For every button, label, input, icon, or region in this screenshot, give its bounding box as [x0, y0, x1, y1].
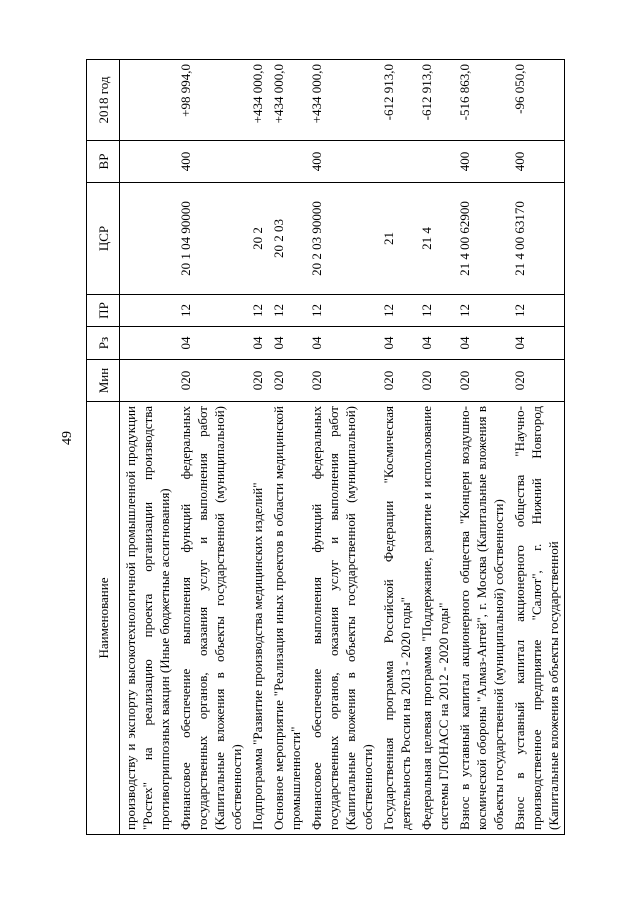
row-name: Государственная программа Российской Федерации "Космическая деятельность России на 2013 - 2020 годы"	[378, 402, 416, 835]
header-year: 2018 год	[87, 60, 120, 141]
row-min: 020	[247, 360, 268, 402]
row-name: Финансовое обеспечение выполнения функций федеральных государственных органов, оказания услуг и выполнения работ (Капитальные вложения в объекты государственной (муниципальной) собственности)	[175, 402, 247, 835]
row-pr: 12	[175, 295, 247, 327]
row-vr	[416, 141, 454, 183]
row-min: 020	[454, 360, 509, 402]
header-csr: ЦСР	[87, 183, 120, 295]
row-rz: 04	[306, 327, 378, 360]
row-rz: 04	[175, 327, 247, 360]
row-pr	[120, 295, 176, 327]
header-vr: ВР	[87, 141, 120, 183]
row-csr: 21 4	[416, 183, 454, 295]
row-vr	[120, 141, 176, 183]
row-amount: +98 994,0	[175, 60, 247, 141]
table-row	[175, 60, 247, 835]
row-min: 020	[175, 360, 247, 402]
row-min	[120, 360, 176, 402]
row-vr	[378, 141, 416, 183]
row-csr: 20 2 03 90000	[306, 183, 378, 295]
row-amount	[120, 60, 176, 141]
budget-table	[86, 59, 565, 835]
row-name: Подпрограмма "Развитие производства медицинских изделий"	[247, 402, 268, 835]
row-amount: -612 913,0	[416, 60, 454, 141]
row-name: Основное мероприятие "Реализация иных проектов в области медицинской промышленности"	[268, 402, 306, 835]
row-rz: 04	[378, 327, 416, 360]
rotated-table-container	[86, 60, 626, 835]
row-amount: +434 000,0	[306, 60, 378, 141]
row-csr: 21 4 00 63170	[509, 183, 565, 295]
header-name: Наименование	[87, 402, 120, 835]
row-csr: 20 1 04 90000	[175, 183, 247, 295]
row-rz: 04	[509, 327, 565, 360]
row-csr: 21 4 00 62900	[454, 183, 509, 295]
row-pr: 12	[247, 295, 268, 327]
row-pr: 12	[454, 295, 509, 327]
row-vr	[268, 141, 306, 183]
row-rz: 04	[416, 327, 454, 360]
table-row	[247, 60, 268, 835]
row-amount: -96 050,0	[509, 60, 565, 141]
row-amount: -612 913,0	[378, 60, 416, 141]
table-row	[378, 60, 416, 835]
row-amount: -516 863,0	[454, 60, 509, 141]
row-rz	[120, 327, 176, 360]
row-min: 020	[378, 360, 416, 402]
row-amount: +434 000,0	[268, 60, 306, 141]
row-csr: 21	[378, 183, 416, 295]
row-vr: 400	[509, 141, 565, 183]
table-row	[509, 60, 565, 835]
row-pr: 12	[268, 295, 306, 327]
row-vr: 400	[306, 141, 378, 183]
table-row	[454, 60, 509, 835]
table-row	[120, 60, 176, 835]
row-csr: 20 2	[247, 183, 268, 295]
table-row	[268, 60, 306, 835]
row-name: Федеральная целевая программа "Поддержание, развитие и использование системы ГЛОНАСС на 2012 - 2020 годы"	[416, 402, 454, 835]
row-csr	[120, 183, 176, 295]
row-min: 020	[268, 360, 306, 402]
row-rz: 04	[247, 327, 268, 360]
row-min: 020	[416, 360, 454, 402]
row-min: 020	[306, 360, 378, 402]
row-name: Взнос в уставный капитал акционерного общества "Концерн воздушно-космической обороны "Алмаз-Антей", г. Москва (Капитальные вложения в объекты государственной (муниципальной) собственности)	[454, 402, 509, 835]
row-rz: 04	[268, 327, 306, 360]
row-pr: 12	[306, 295, 378, 327]
header-rz: Рз	[87, 327, 120, 360]
row-pr: 12	[509, 295, 565, 327]
header-min: Мин	[87, 360, 120, 402]
table-row	[416, 60, 454, 835]
row-vr	[247, 141, 268, 183]
row-min: 020	[509, 360, 565, 402]
row-name: Взнос в уставный капитал акционерного общества "Научно-производственное предприятие "Салют", г. Нижний Новгород (Капитальные вложения в объекты государственной	[509, 402, 565, 835]
header-pr: ПР	[87, 295, 120, 327]
row-pr: 12	[378, 295, 416, 327]
row-rz: 04	[454, 327, 509, 360]
row-amount: +434 000,0	[247, 60, 268, 141]
row-name: производству и экспорту высокотехнологичной промышленной продукции "Ростех" на реализацию проекта организации производства противогриппозных вакцин (Иные бюджетные ассигнования)	[120, 402, 176, 835]
row-csr: 20 2 03	[268, 183, 306, 295]
row-vr: 400	[454, 141, 509, 183]
row-pr: 12	[416, 295, 454, 327]
table-header-row	[87, 60, 120, 835]
page-number: 49	[60, 431, 75, 445]
table-row	[306, 60, 378, 835]
row-name: Финансовое обеспечение выполнения функций федеральных государственных органов, оказания услуг и выполнения работ (Капитальные вложения в объекты государственной (муниципальной) собственности)	[306, 402, 378, 835]
row-vr: 400	[175, 141, 247, 183]
